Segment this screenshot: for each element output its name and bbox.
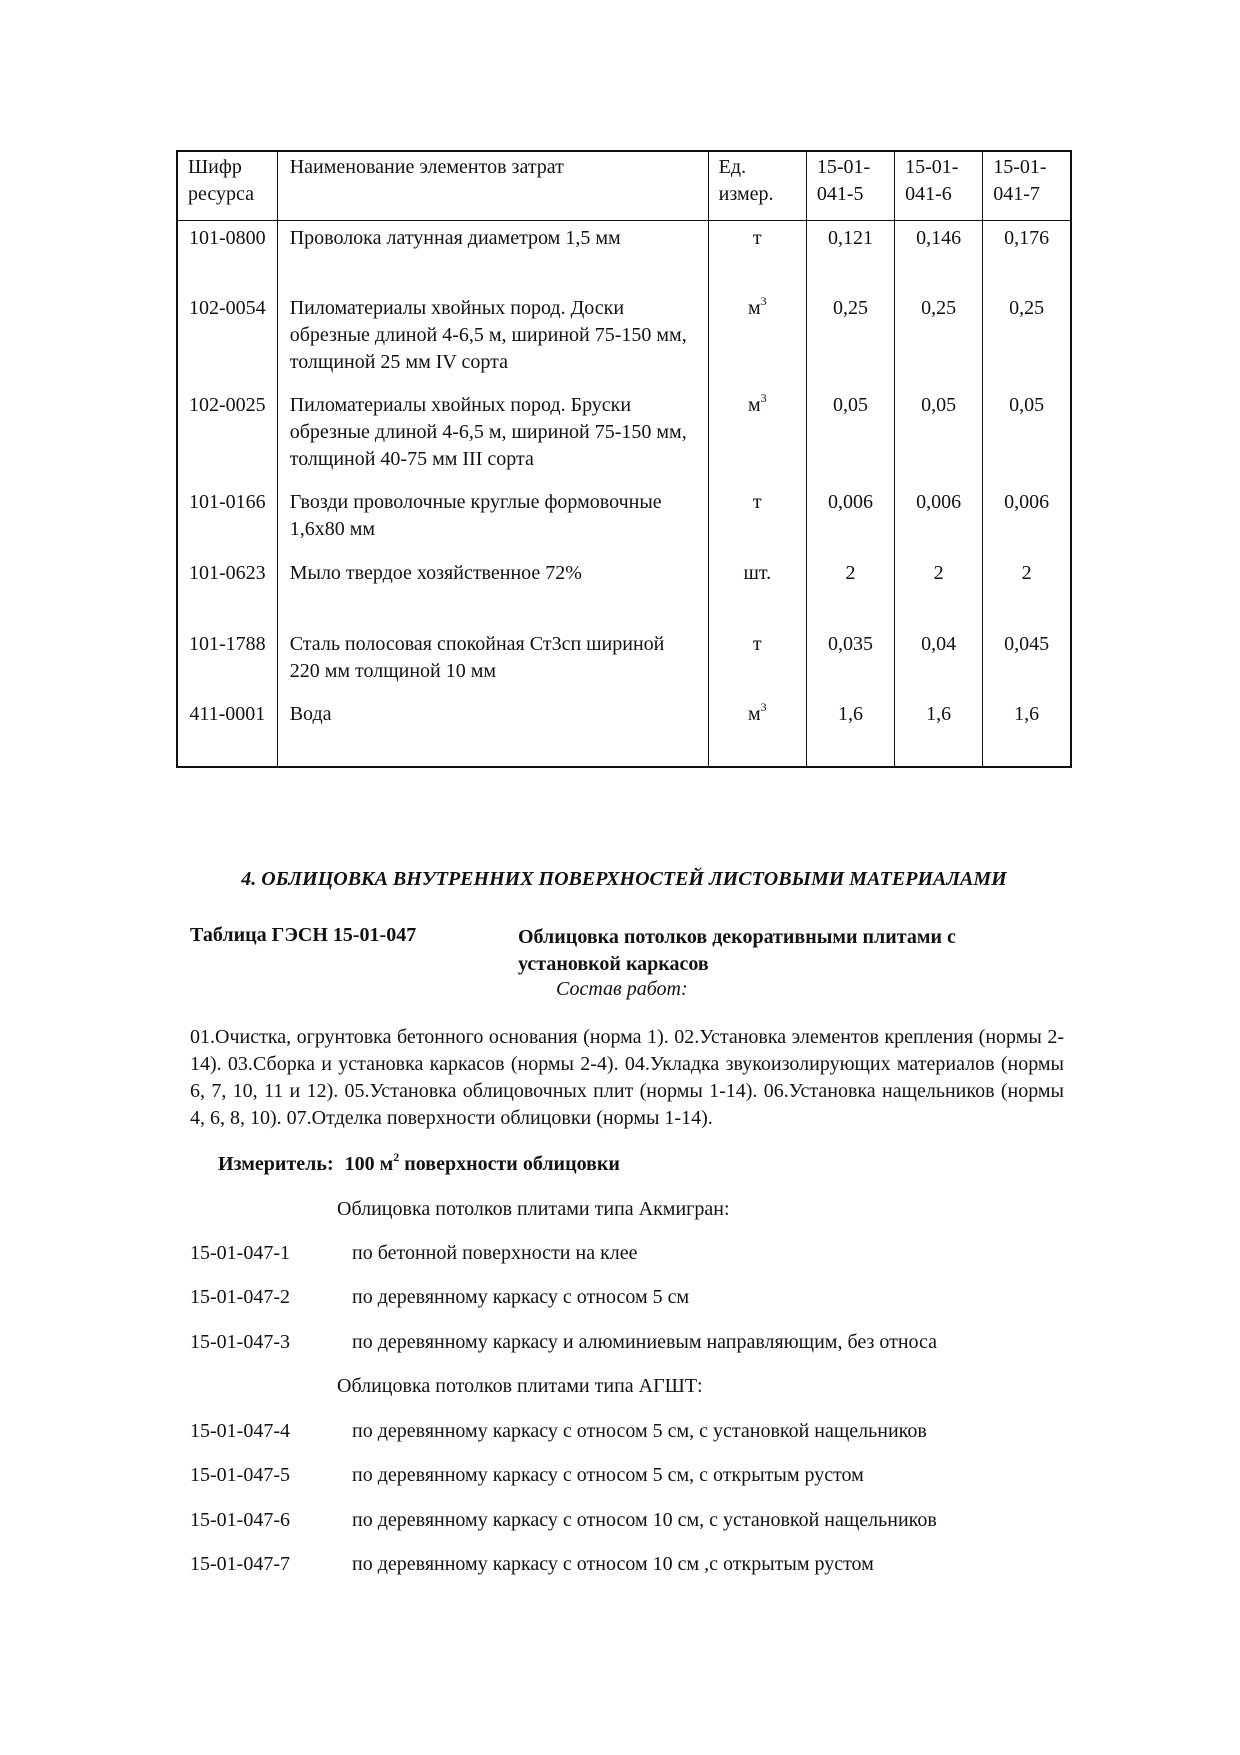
- row-code: 101-0623: [177, 556, 277, 627]
- table-row: [177, 627, 1071, 697]
- row-name: Проволока латунная диаметром 1,5 мм: [277, 221, 708, 291]
- row-value-3: 2: [983, 556, 1071, 627]
- norm-description: по бетонной поверхности на клее: [352, 1242, 638, 1264]
- measure-line: [218, 1150, 620, 1176]
- norm-description: по деревянному каркасу с относом 5 см, с установкой нащельников: [352, 1420, 927, 1442]
- table-row: [177, 485, 1071, 556]
- resource-table: [176, 150, 1072, 768]
- norm-description: по деревянному каркасу с относом 10 см ,с открытым рустом: [352, 1553, 874, 1575]
- row-name: Пиломатериалы хвойных пород. Бруски обрезные длиной 4-6,5 м, шириной 75-150 мм, толщиной 40-75 мм III сорта: [277, 388, 708, 485]
- header-col2: 15-01-041-6: [895, 151, 983, 221]
- row-value-2: 0,006: [895, 485, 983, 556]
- row-value-2: 0,05: [895, 388, 983, 485]
- row-value-1: 2: [806, 556, 894, 627]
- norm-code: 15-01-047-2: [190, 1286, 290, 1308]
- row-code: 101-0800: [177, 221, 277, 291]
- norm-description: по деревянному каркасу и алюминиевым направляющим, без относа: [352, 1331, 938, 1353]
- row-name: Мыло твердое хозяйственное 72%: [277, 556, 708, 627]
- table-row: [177, 221, 1071, 291]
- row-name: Гвозди проволочные круглые формовочные 1,6х80 мм: [277, 485, 708, 556]
- norm-code: 15-01-047-3: [190, 1331, 290, 1353]
- row-name: Вода: [277, 697, 708, 767]
- table-row: [177, 388, 1071, 485]
- group-heading-agsht: Облицовка потолков плитами типа АГШТ:: [337, 1375, 703, 1397]
- norm-description: по деревянному каркасу с относом 10 см, с установкой нащельников: [352, 1509, 937, 1531]
- work-description: 01.Очистка, огрунтовка бетонного основания (норма 1). 02.Установка элементов крепления (нормы 2-14). 03.Сборка и установка каркасов (нормы 2-4). 04.Укладка звукоизолирующих материалов (нормы 6, 7, 10, 11 и 12). 05.Установка облицовочных плит (нормы 1-14). 06.Установка нащельников (нормы 4, 6, 8, 10). 07.Отделка поверхности облицовки (нормы 1-14).: [190, 1026, 1064, 1129]
- row-unit: т: [708, 627, 806, 697]
- row-value-1: 0,006: [806, 485, 894, 556]
- row-name: Пиломатериалы хвойных пород. Доски обрезные длиной 4-6,5 м, шириной 75-150 мм, толщиной 25 мм IV сорта: [277, 291, 708, 388]
- norm-code: 15-01-047-5: [190, 1464, 290, 1486]
- table-row: [177, 556, 1071, 627]
- row-value-3: 1,6: [983, 697, 1071, 767]
- row-value-2: 2: [895, 556, 983, 627]
- row-code: 101-0166: [177, 485, 277, 556]
- norm-code: 15-01-047-1: [190, 1242, 290, 1264]
- row-unit: $м^3$: [708, 697, 806, 767]
- row-value-3: 0,25: [983, 291, 1071, 388]
- row-value-1: 0,25: [806, 291, 894, 388]
- row-value-3: 0,05: [983, 388, 1071, 485]
- row-code: 101-1788: [177, 627, 277, 697]
- header-code: Шифр ресурса: [177, 151, 277, 221]
- measure-value: 100 $м^2$: [344, 1150, 400, 1175]
- row-value-2: 1,6: [895, 697, 983, 767]
- measure-label: Измеритель:: [218, 1153, 334, 1175]
- row-unit: $м^3$: [708, 388, 806, 485]
- table-title: Облицовка потолков декоративными плитами с установкой каркасов: [518, 926, 956, 975]
- header-name: Наименование элементов затрат: [277, 151, 708, 221]
- norm-description: по деревянному каркасу с относом 5 см, с открытым рустом: [352, 1464, 864, 1486]
- group-heading-akmigran: Облицовка потолков плитами типа Акмигран:: [337, 1198, 730, 1220]
- header-unit: Ед. измер.: [708, 151, 806, 221]
- row-code: 102-0054: [177, 291, 277, 388]
- row-name: Сталь полосовая спокойная Ст3сп шириной 220 мм толщиной 10 мм: [277, 627, 708, 697]
- section-title: 4. ОБЛИЦОВКА ВНУТРЕННИХ ПОВЕРХНОСТЕЙ ЛИСТОВЫМИ МАТЕРИАЛАМИ: [241, 868, 1007, 890]
- table-header-row: [177, 151, 1071, 221]
- row-value-1: 0,121: [806, 221, 894, 291]
- norm-code: 15-01-047-7: [190, 1553, 290, 1575]
- row-value-3: 0,045: [983, 627, 1071, 697]
- row-value-1: 0,05: [806, 388, 894, 485]
- norm-code: 15-01-047-6: [190, 1509, 290, 1531]
- row-unit: $м^3$: [708, 291, 806, 388]
- row-value-1: 0,035: [806, 627, 894, 697]
- row-value-2: 0,25: [895, 291, 983, 388]
- row-value-3: 0,176: [983, 221, 1071, 291]
- composition-label: Состав работ:: [556, 978, 688, 1000]
- table-row: [177, 697, 1071, 767]
- header-col1: 15-01-041-5: [806, 151, 894, 221]
- header-col3: 15-01-041-7: [983, 151, 1071, 221]
- row-value-2: 0,04: [895, 627, 983, 697]
- row-code: 411-0001: [177, 697, 277, 767]
- row-unit: т: [708, 485, 806, 556]
- row-value-3: 0,006: [983, 485, 1071, 556]
- row-unit: т: [708, 221, 806, 291]
- row-code: 102-0025: [177, 388, 277, 485]
- table-code-label: Таблица ГЭСН 15-01-047: [190, 924, 417, 946]
- norm-description: по деревянному каркасу с относом 5 см: [352, 1286, 690, 1308]
- row-value-2: 0,146: [895, 221, 983, 291]
- norm-code: 15-01-047-4: [190, 1420, 290, 1442]
- row-unit: шт.: [708, 556, 806, 627]
- table-row: [177, 291, 1071, 388]
- row-value-1: 1,6: [806, 697, 894, 767]
- measure-tail: поверхности облицовки: [404, 1153, 620, 1175]
